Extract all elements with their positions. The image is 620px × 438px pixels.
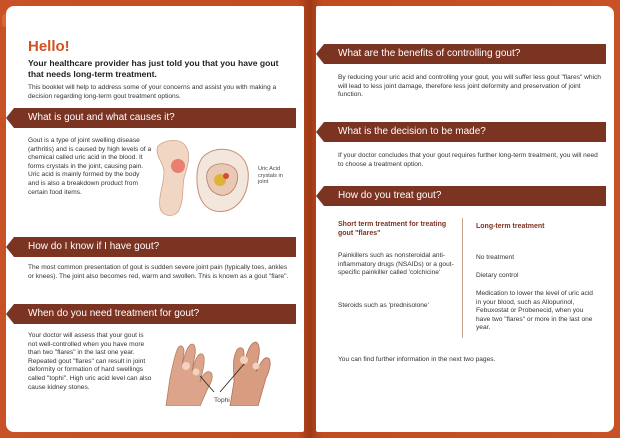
intro-heading: Your healthcare provider has just told you that you have gout that needs long-term treatment. (28, 58, 279, 79)
section-banner-what-is-gout: What is gout and what causes it? (14, 108, 296, 128)
column-divider (462, 218, 463, 338)
section-text-when-need-treatment: Your doctor will assess that your gout is not well-controlled when you have more than two "flares" in the last one year. Repeated gout "flares" can result in joint deformity or formation of hard swellings called "tophi". High uric acid level can also cause kidney stones. (28, 332, 152, 391)
tophi-caption: Tophi (214, 397, 230, 404)
section-text-what-is-gout: Gout is a type of joint swelling disease (arthritis) and is caused by high levels of a chemical called uric acid in the blood. It forms crystals in the joint, causing pain. Uric acid is mainly formed by the body and is also a breakdown product from certain food items. (28, 137, 152, 196)
long-term-item: Medication to lower the level of uric acid in your blood, such as Allopurinol, Febuxostat or Probenecid, when you have two "flares" or more in the last one year. (476, 290, 593, 332)
section-banner-when-need-treatment: When do you need treatment for gout? (14, 304, 296, 324)
short-term-item: Steroids such as 'prednisolone' (338, 302, 429, 309)
uric-acid-caption: Uric Acid crystals in joint (258, 166, 283, 186)
footer-text: You can find further information in the next two pages. (338, 356, 496, 363)
short-term-item: Painkillers such as nonsteroidal anti-inflammatory drugs (NSAIDs) or a gout-specific painkiller called 'colchicine' (338, 252, 454, 277)
section-text-decision: If your doctor concludes that your gout requires further long-term treatment, you will need to choose a treatment option. (338, 152, 598, 168)
section-banner-how-do-i-know: How do I know if I have gout? (14, 237, 296, 257)
foot-joint-illustration (154, 136, 254, 220)
long-term-item: Dietary control (476, 272, 519, 279)
right-page (316, 6, 614, 432)
section-text-benefits: By reducing your uric acid and controlling your gout, you will suffer less gout "flares" which will lead to less joint damage, therefore less joint deformity and preservation of joint function. (338, 74, 601, 99)
hands-tophi-photo (160, 326, 278, 406)
intro-text: This booklet will help to address some of your concerns and assist you with making a decision regarding long-term gout treatment options. (28, 84, 277, 100)
section-banner-how-treat: How do you treat gout? (324, 186, 606, 206)
greeting-heading: Hello! (28, 38, 70, 55)
section-banner-benefits: What are the benefits of controlling gout? (324, 44, 606, 64)
left-page (6, 6, 304, 432)
section-banner-decision: What is the decision to be made? (324, 122, 606, 142)
section-text-how-do-i-know: The most common presentation of gout is sudden severe joint pain (typically toes, ankles or knees). The joint also becomes red, warm and swollen. This is known as a gout "flare". (28, 264, 289, 280)
short-term-heading: Short term treatment for treating gout "flares" (338, 221, 447, 237)
long-term-item: No treatment (476, 254, 515, 261)
long-term-heading: Long-term treatment (476, 223, 545, 230)
